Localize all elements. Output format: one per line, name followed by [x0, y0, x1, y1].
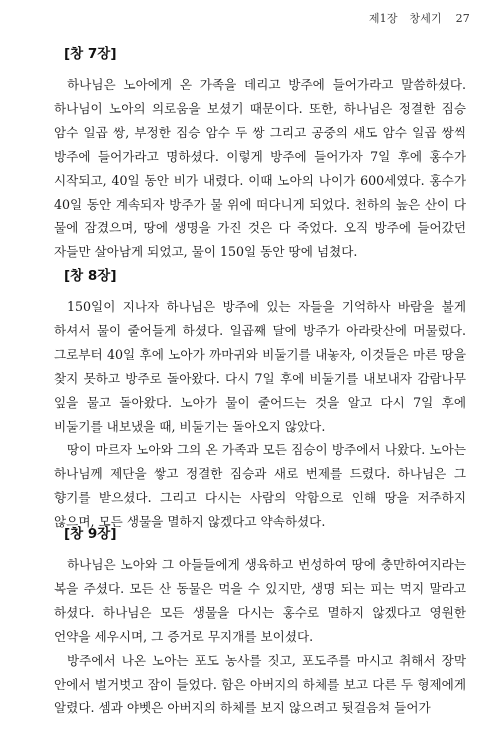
paragraph: 하나님은 노아와 그 아들들에게 생육하고 번성하여 땅에 충만하여지라는 복을 주셨다. 모든 산 동물은 먹을 수 있지만, 생명 되는 피는 먹지 말라고 하셨다. 하나님은 모든 생물을 다시는 홍수로 멸하지 않겠다고 영원한 언약을 세우시며, 그 증거로 무지개를 보이셨다.: [54, 557, 466, 644]
section-heading: [창 8장]: [64, 268, 117, 284]
running-header: [369, 10, 470, 26]
section-genesis-9: [54, 524, 466, 720]
section-genesis-7: [54, 44, 466, 264]
book-title: 창세기: [409, 12, 442, 25]
page-number: 27: [455, 12, 470, 25]
paragraph: 150일이 지나자 하나님은 방주에 있는 자들을 기억하사 바람을 불게 하셔서 물이 줄어들게 하셨다. 일곱째 달에 방주가 아라랏산에 머물렀다. 그로부터 40일 후에 노아가 까마귀와 비둘기를 내놓자, 이것들은 마른 땅을 찾지 못하고 방주로 돌아왔다. 다시 7일 후에 비둘기를 내보내자 감람나무 잎을 물고 돌아왔다. 노아가 물이 줄어드는 것을 알고 다시 7일 후에 비둘기를 내보냈을 때, 비둘기는 돌아오지 않았다.: [54, 299, 466, 434]
paragraph: 하나님은 노아에게 온 가족을 데리고 방주에 들어가라고 말씀하셨다. 하나님이 노아의 의로움을 보셨기 때문이다. 또한, 하나님은 정결한 짐승 암수 일곱 쌍, 부정한 짐승 암수 두 쌍 그리고 공중의 새도 암수 일곱 쌍씩 방주에 들어가라고 명하셨다. 이렇게 방주에 들어가자 7일 후에 홍수가 시작되고, 40일 동안 비가 내렸다. 이때 노아의 나이가 600세였다. 홍수가 40일 동안 계속되자 방주가 물 위에 떠다니게 되었다. 천하의 높은 산이 다 물에 잠겼으며, 땅에 생명을 가진 것은 다 죽었다. 오직 방주에 들어갔던 자들만 살아남게 되었고, 물이 150일 동안 땅에 넘쳤다.: [54, 77, 466, 260]
section-heading: [창 9장]: [64, 526, 117, 542]
chapter-label: 제1장: [368, 12, 398, 25]
paragraph: 땅이 마르자 노아와 그의 온 가족과 모든 짐승이 방주에서 나왔다. 노아는 하나님께 제단을 쌓고 정결한 짐승과 새로 번제를 드렸다. 하나님은 그 향기를 받으셨다. 그리고 다시는 사람의 악함으로 인해 땅을 저주하지 않으며, 모든 생물을 멸하지 않겠다고 약속하셨다.: [54, 442, 466, 530]
section-genesis-8: [54, 266, 466, 534]
paragraph: 방주에서 나온 노아는 포도 농사를 짓고, 포도주를 마시고 취해서 장막 안에서 벌거벗고 잠이 들었다. 함은 아버지의 하체를 보고 다른 두 형제에게 알렸다. 셈과 야벳은 아버지의 하체를 보지 않으려고 뒷걸음쳐 들어가: [54, 652, 466, 716]
section-heading: [창 7장]: [64, 46, 117, 62]
